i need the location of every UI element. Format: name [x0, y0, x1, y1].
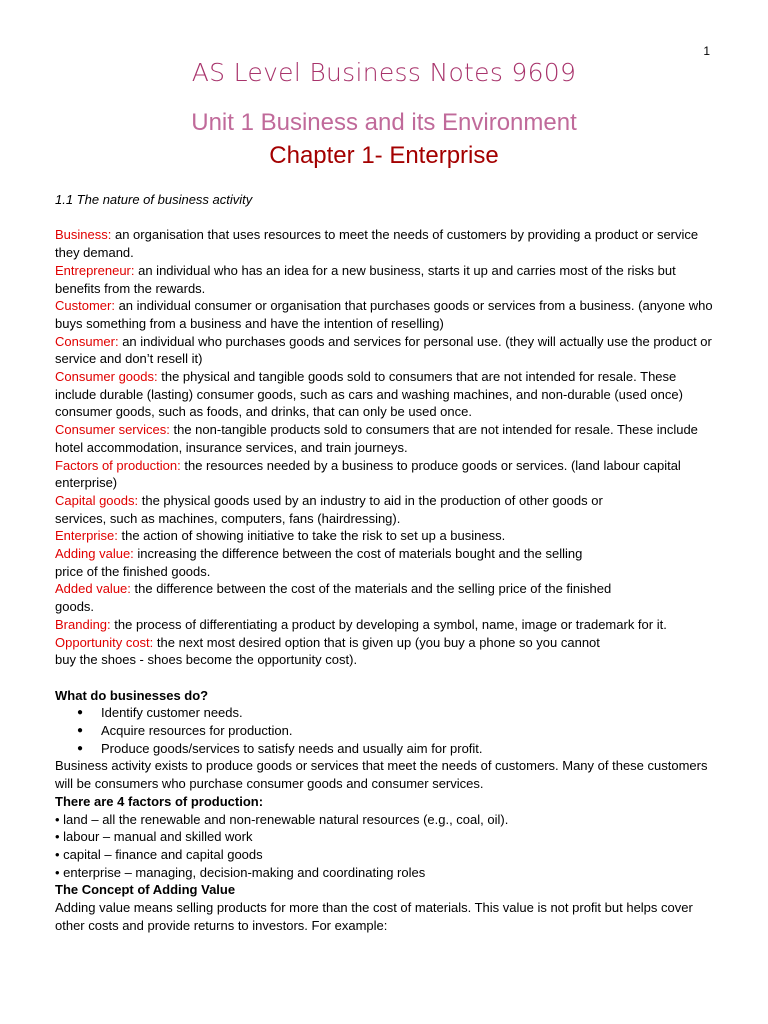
definition-text: the action of showing initiative to take the risk to set up a business.: [117, 528, 506, 544]
definition-text: the next most desired option that is given up (you buy a phone so you cannot buy the shoes - shoes become the opportunity cost).: [55, 634, 600, 668]
factor-item: • labour – manual and skilled work: [55, 829, 253, 845]
business-activity-paragraph: Business activity exists to produce goods or services that meet the needs of customers. Many of these customers will be consumers who purchase consumer goods and consumer services.: [55, 758, 708, 792]
definition-consumer-goods: [55, 368, 720, 421]
definition-text: an individual who has an idea for a new business, starts it up and carries most of the risks but benefits from the rewards.: [55, 262, 676, 296]
definition-capital-goods: [55, 492, 615, 527]
unit-heading: Unit 1 Business and its Environment: [191, 109, 577, 136]
list-item: ● Identify customer needs.: [55, 704, 720, 722]
document-title: AS Level Business Notes 9609: [191, 58, 577, 87]
definition-text: the physical and tangible goods sold to consumers that are not intended for resale. These include durable (lasting) consumer goods, such as cars and washing machines, and non-durable (used once) consumer goods, such as foods, and drinks, that can only be used once.: [55, 369, 683, 420]
definition-consumer-services: [55, 421, 720, 456]
definition-enterprise: [55, 527, 720, 545]
definition-text: the difference between the cost of the materials and the selling price of the finished goods.: [55, 581, 612, 615]
what-businesses-do-list: [55, 704, 720, 757]
definition-term: Adding value:: [55, 546, 134, 562]
adding-value-heading: The Concept of Adding Value: [55, 882, 236, 898]
definition-term: Opportunity cost:: [55, 634, 154, 650]
definition-customer: [55, 297, 720, 332]
definition-text: the resources needed by a business to produce goods or services. (land labour capital enterprise): [55, 457, 681, 491]
definition-opportunity-cost: [55, 634, 615, 669]
list-item: ● Produce goods/services to satisfy needs and usually aim for profit.: [55, 740, 720, 758]
section-heading: 1.1 The nature of business activity: [55, 192, 253, 207]
definition-added-value: [55, 580, 620, 615]
factor-item: • enterprise – managing, decision-making and coordinating roles: [55, 864, 426, 880]
definition-business: [55, 226, 720, 261]
definition-text: an individual who purchases goods and services for personal use. (they will actually use the product or service and don’t resell it): [55, 333, 712, 367]
factor-item: • land – all the renewable and non-renewable natural resources (e.g., coal, oil).: [55, 811, 509, 827]
factors-heading: There are 4 factors of production:: [55, 793, 264, 809]
page-number: 1: [703, 44, 710, 58]
definition-term: Enterprise:: [55, 528, 118, 544]
definition-text: increasing the difference between the cost of materials bought and the selling price of the finished goods.: [55, 546, 583, 579]
definition-adding-value: [55, 545, 600, 580]
chapter-heading: Chapter 1- Enterprise: [269, 142, 499, 169]
document-body: [55, 191, 720, 935]
definition-text: the non-tangible products sold to consumers that are not intended for resale. These include hotel accommodation, insurance services, and train journeys.: [55, 422, 698, 455]
definition-term: Added value:: [55, 581, 131, 597]
definition-branding: [55, 616, 720, 634]
definition-term: Customer:: [55, 298, 115, 314]
definition-text: the process of differentiating a product by developing a symbol, name, image or trademark for it.: [110, 616, 667, 632]
definition-term: Business:: [55, 227, 112, 243]
factor-item: • capital – finance and capital goods: [55, 846, 263, 862]
definition-text: an organisation that uses resources to meet the needs of customers by providing a product or service they demand.: [55, 227, 699, 261]
adding-value-paragraph: Adding value means selling products for more than the cost of materials. This value is not profit but helps cover other costs and provide returns to investors. For example:: [55, 900, 693, 933]
definition-entrepreneur: [55, 262, 720, 297]
what-businesses-do-heading: What do businesses do?: [55, 687, 209, 703]
definition-term: Entrepreneur:: [55, 262, 135, 278]
definition-term: Consumer goods:: [55, 369, 158, 385]
definition-text: the physical goods used by an industry to aid in the production of other goods or services, such as machines, computers, fans (hairdressing).: [55, 492, 603, 526]
definition-text: an individual consumer or organisation that purchases goods or services from a business. (anyone who buys something from a business and have the intention of reselling): [55, 298, 713, 331]
list-item: ● Acquire resources for production.: [55, 722, 720, 740]
definition-term: Consumer services:: [55, 422, 170, 438]
definition-factors-of-production: [55, 457, 720, 492]
definition-term: Consumer:: [55, 333, 119, 349]
definition-term: Factors of production:: [55, 457, 181, 473]
definition-consumer: [55, 333, 720, 368]
definition-term: Capital goods:: [55, 492, 139, 508]
definition-term: Branding:: [55, 616, 111, 632]
